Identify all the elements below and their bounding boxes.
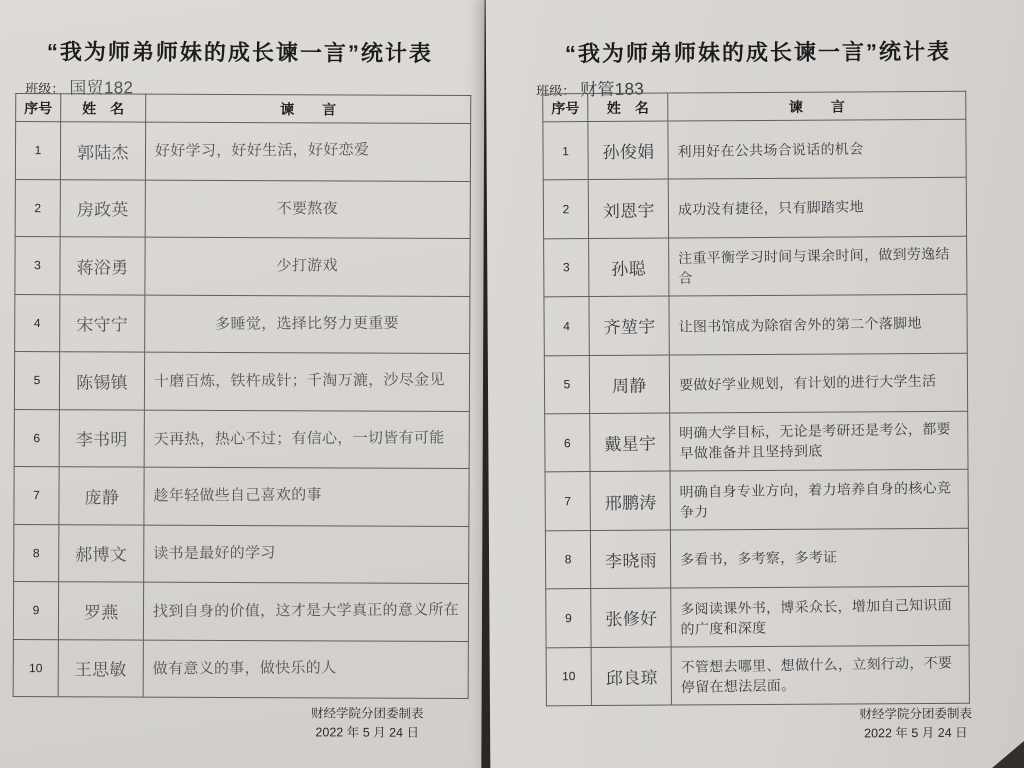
student-name-handwriting: 陈锡镇 bbox=[76, 372, 129, 393]
advice-cell bbox=[145, 295, 470, 354]
column-header-number: 序号 bbox=[543, 94, 588, 122]
student-name bbox=[58, 639, 143, 697]
student-name bbox=[60, 294, 145, 352]
row-number: 8 bbox=[545, 530, 590, 589]
advice-handwriting: 注重平衡学习时间与课余时间，做到劳逸结合 bbox=[677, 245, 950, 287]
page-title: “我为师弟师妹的成长谏一言”统计表 bbox=[46, 39, 434, 66]
advice-handwriting: 找到自身的价值，这才是大学真正的意义所在 bbox=[152, 601, 460, 621]
advice-handwriting: 让图书馆成为除宿舍外的第二个落脚地 bbox=[678, 314, 922, 335]
advice-cell bbox=[144, 525, 469, 584]
right-statistics-sheet bbox=[486, 0, 1024, 768]
column-header-name: 姓 名 bbox=[588, 93, 668, 121]
advice-handwriting: 多阅读课外书，博采众长，增加自己知识面的广度和深度 bbox=[680, 595, 953, 637]
table-row bbox=[543, 119, 966, 180]
table-row bbox=[14, 467, 469, 526]
student-name-handwriting: 孙聪 bbox=[611, 259, 647, 280]
row-number: 7 bbox=[14, 467, 59, 525]
advice-cell bbox=[670, 411, 968, 471]
student-name bbox=[60, 122, 145, 180]
advice-handwriting: 少打游戏 bbox=[276, 257, 339, 275]
advice-cell bbox=[669, 294, 967, 354]
row-number: 5 bbox=[544, 355, 589, 414]
table-row bbox=[14, 352, 469, 411]
student-name bbox=[591, 647, 671, 706]
row-number: 1 bbox=[15, 122, 60, 180]
student-name bbox=[59, 352, 144, 410]
advice-cell bbox=[145, 237, 470, 296]
table-row bbox=[15, 237, 470, 296]
advice-handwriting: 十磨百炼，铁杵成针；千淘万漉，沙尽金见 bbox=[153, 371, 445, 391]
footer bbox=[311, 704, 424, 743]
student-name bbox=[589, 355, 669, 414]
advice-cell bbox=[671, 645, 969, 705]
advice-handwriting: 利用好在公共场合说话的机会 bbox=[677, 139, 864, 160]
row-number: 7 bbox=[545, 472, 590, 531]
student-name bbox=[60, 237, 145, 295]
row-number: 2 bbox=[543, 180, 588, 239]
advice-cell bbox=[145, 122, 470, 181]
student-name-handwriting: 邢鹏涛 bbox=[604, 492, 657, 513]
table-row bbox=[13, 639, 468, 698]
row-number: 9 bbox=[546, 589, 591, 648]
advice-cell bbox=[144, 352, 469, 411]
student-name-handwriting: 宋守宁 bbox=[76, 315, 129, 335]
class-label: 班级： bbox=[536, 83, 576, 99]
student-name-handwriting: 李晓雨 bbox=[604, 551, 657, 572]
table-row bbox=[545, 528, 968, 589]
student-name bbox=[589, 296, 669, 355]
advice-handwriting: 好好学习，好好生活，好好恋爱 bbox=[154, 141, 370, 161]
column-header-name: 姓 名 bbox=[61, 94, 146, 122]
advice-handwriting: 明确大学目标，无论是考研还是考公，都要早做准备并且坚持到底 bbox=[679, 420, 951, 462]
row-number: 6 bbox=[14, 409, 59, 467]
footer-maker: 财经学院分团委制表 bbox=[311, 706, 424, 721]
student-name-handwriting: 蒋浴勇 bbox=[76, 257, 129, 278]
student-name-handwriting: 周静 bbox=[612, 376, 647, 396]
advice-cell bbox=[669, 236, 967, 296]
student-name-handwriting: 齐堃宇 bbox=[603, 317, 656, 338]
student-name bbox=[589, 238, 669, 297]
advice-handwriting: 不要熬夜 bbox=[277, 199, 339, 218]
footer-date: 2022 年 5 月 24 日 bbox=[315, 725, 420, 741]
advice-handwriting: 做有意义的事，做快乐的人 bbox=[152, 659, 337, 678]
student-name bbox=[588, 121, 668, 180]
table-row bbox=[544, 294, 967, 355]
student-name-handwriting: 张修好 bbox=[604, 609, 658, 630]
table-row bbox=[15, 179, 470, 238]
class-label: 班级： bbox=[25, 81, 65, 97]
student-name-handwriting: 邱良琼 bbox=[605, 668, 658, 688]
column-header-advice: 谏 言 bbox=[146, 94, 471, 123]
table-row bbox=[15, 294, 470, 353]
row-number: 10 bbox=[13, 639, 58, 697]
student-name-handwriting: 刘恩宇 bbox=[602, 200, 655, 221]
student-name bbox=[590, 471, 670, 530]
advice-cell bbox=[669, 353, 967, 413]
advice-cell bbox=[668, 178, 966, 238]
class-value-handwritten: 国贸182 bbox=[69, 78, 134, 98]
row-number: 10 bbox=[546, 647, 591, 706]
student-name-handwriting: 郭陆杰 bbox=[77, 142, 130, 163]
table-row bbox=[545, 411, 968, 472]
student-name-handwriting: 郝博文 bbox=[75, 545, 128, 565]
advice-handwriting: 多看书，多考察，多考证 bbox=[679, 548, 838, 568]
student-name bbox=[59, 467, 144, 525]
student-name-handwriting: 王思敏 bbox=[74, 660, 127, 680]
footer-date: 2022 年 5 月 24 日 bbox=[864, 726, 968, 741]
row-number: 3 bbox=[544, 238, 589, 297]
table-row bbox=[546, 645, 969, 706]
column-header-advice: 谏 言 bbox=[668, 91, 966, 121]
student-name bbox=[590, 530, 670, 589]
row-number: 4 bbox=[15, 294, 60, 352]
table-row bbox=[14, 409, 469, 468]
advice-cell bbox=[145, 180, 470, 239]
advice-handwriting: 不管想去哪里、想做什么，立刻行动，不要停留在想法层面。 bbox=[680, 654, 953, 696]
advice-cell bbox=[671, 586, 969, 646]
advice-cell bbox=[143, 640, 468, 699]
advice-cell bbox=[670, 470, 968, 530]
footer-maker: 财经学院分团委制表 bbox=[859, 706, 973, 722]
advice-handwriting: 趁年轻做些自己喜欢的事 bbox=[153, 486, 322, 505]
row-number: 1 bbox=[543, 122, 588, 181]
student-name-handwriting: 罗燕 bbox=[83, 603, 119, 623]
row-number: 8 bbox=[14, 524, 59, 582]
advice-handwriting: 读书是最好的学习 bbox=[153, 544, 276, 563]
header-row bbox=[543, 91, 966, 122]
advice-handwriting: 明确自身专业方向，着力培养自身的核心竞争力 bbox=[679, 479, 952, 520]
advice-cell bbox=[144, 467, 469, 526]
row-number: 6 bbox=[545, 413, 590, 472]
student-name bbox=[590, 413, 670, 472]
student-name bbox=[588, 179, 668, 238]
column-header-number: 序号 bbox=[16, 94, 61, 122]
advice-handwriting: 要做好学业规划，有计划的进行大学生活 bbox=[678, 372, 937, 393]
student-name bbox=[58, 582, 143, 640]
left-statistics-sheet bbox=[0, 0, 485, 768]
advice-cell bbox=[670, 528, 968, 588]
student-name bbox=[59, 524, 144, 582]
student-name bbox=[591, 588, 671, 647]
row-number: 9 bbox=[13, 582, 58, 640]
table-row bbox=[13, 582, 468, 641]
row-number: 3 bbox=[15, 237, 60, 295]
advice-cell bbox=[143, 582, 468, 641]
table-row bbox=[15, 122, 470, 181]
student-name-handwriting: 戴星宇 bbox=[603, 434, 656, 455]
student-name bbox=[60, 179, 145, 237]
table-row bbox=[544, 236, 967, 297]
row-number: 4 bbox=[544, 297, 589, 356]
advice-handwriting: 多睡觉，选择比努力更重要 bbox=[215, 314, 400, 333]
advice-handwriting: 天再热，热心不过；有信心，一切皆有可能 bbox=[153, 429, 445, 449]
table-row bbox=[543, 178, 966, 239]
student-name-handwriting: 庞静 bbox=[84, 488, 119, 508]
advice-cell bbox=[144, 410, 469, 469]
student-name-handwriting: 孙俊娟 bbox=[601, 142, 655, 163]
student-name-handwriting: 房政英 bbox=[76, 200, 129, 220]
advice-table bbox=[13, 93, 472, 699]
page-title: “我为师弟师妹的成长谏一言”统计表 bbox=[564, 38, 952, 67]
advice-cell bbox=[668, 119, 966, 179]
footer bbox=[859, 705, 972, 744]
row-number: 5 bbox=[14, 352, 59, 410]
table-row bbox=[544, 353, 967, 414]
row-number: 2 bbox=[15, 179, 60, 237]
class-value-handwritten: 财管183 bbox=[580, 79, 645, 100]
table-row bbox=[545, 470, 968, 531]
advice-handwriting: 成功没有捷径，只有脚踏实地 bbox=[677, 198, 864, 218]
table-row bbox=[546, 586, 969, 647]
advice-table bbox=[542, 91, 970, 706]
header-row bbox=[16, 94, 471, 124]
student-name bbox=[59, 409, 144, 467]
table-row bbox=[14, 524, 469, 583]
student-name-handwriting: 李书明 bbox=[75, 430, 128, 450]
